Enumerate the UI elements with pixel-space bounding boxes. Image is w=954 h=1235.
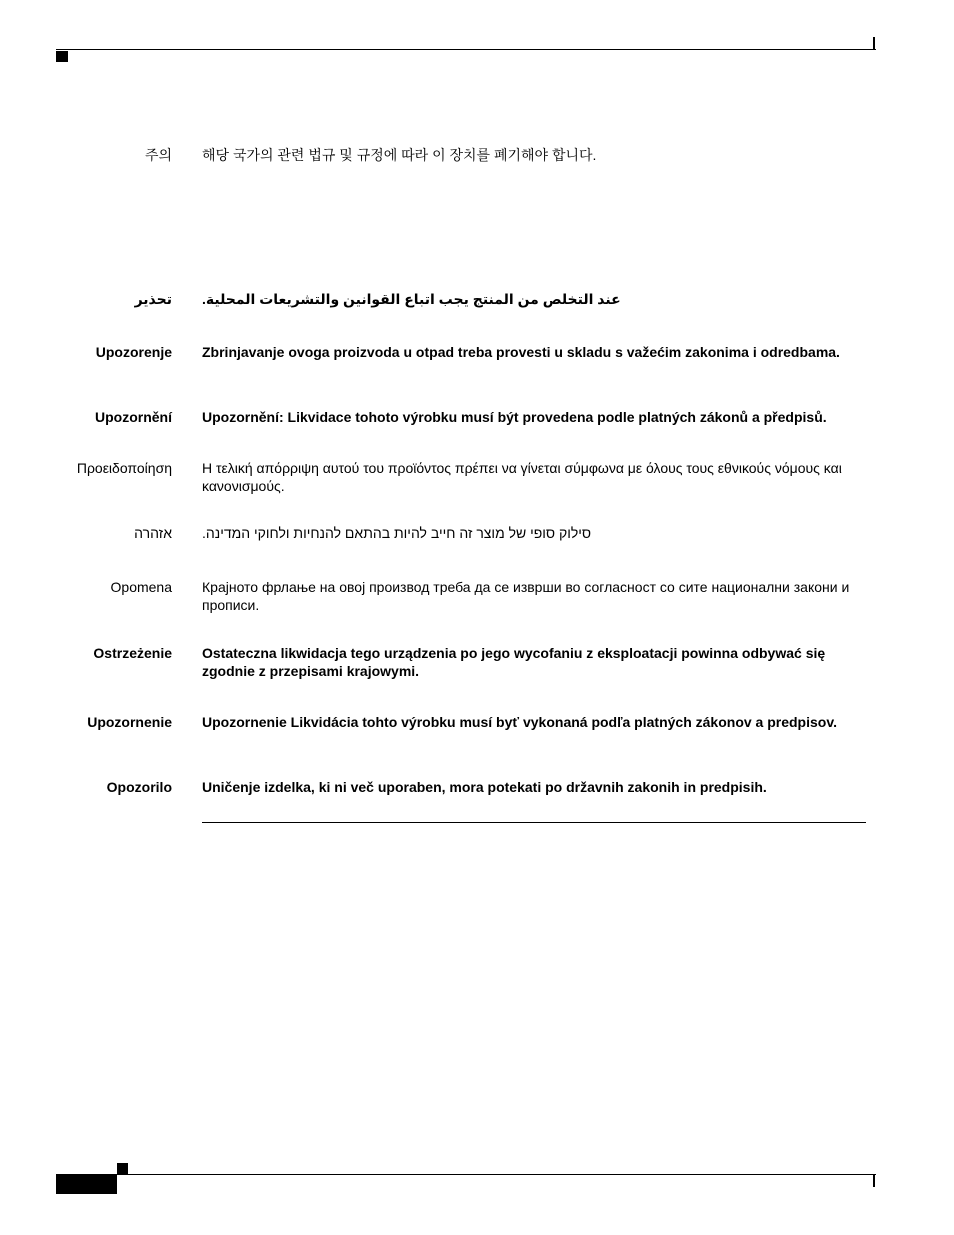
warning-label: אזהרה — [134, 525, 172, 541]
footer-tick — [873, 1175, 875, 1187]
warning-label: Upozornenie — [87, 714, 172, 730]
warning-text: Η τελική απόρριψη αυτού του προϊόντος πρέπει να γίνεται σύμφωνα με όλους τους εθνικούς νόμους και κανονισμούς. — [202, 460, 842, 494]
section-end-rule — [202, 822, 866, 823]
warning-text: Uničenje izdelka, ki ni več uporaben, mora potekati po državnih zakonih in predpisih. — [202, 779, 767, 795]
warning-text: Upozornění: Likvidace tohoto výrobku musí být provedena podle platných zákonů a předpisů. — [202, 409, 827, 425]
warning-label: Opomena — [110, 579, 172, 595]
warning-label: Upozornění — [95, 409, 172, 425]
footer-rule — [56, 1174, 876, 1175]
warning-text: 해당 국가의 관련 법규 및 규정에 따라 이 장치를 폐기해야 합니다. — [202, 147, 597, 163]
warning-text: Upozornenie Likvidácia tohto výrobku musí byť vykonaná podľa platných zákonov a predpisov. — [202, 714, 837, 730]
header-tick — [873, 37, 875, 50]
warning-text: סילוק סופי של מוצר זה חייב להיות בהתאם להנחיות ולחוקי המדינה. — [202, 525, 592, 541]
warning-text: عند التخلص من المنتج يجب اتباع القوانين والتشريعات المحلية. — [202, 291, 621, 307]
warning-text: Ostateczna likwidacja tego urządzenia po jego wycofaniu z eksploatacji powinna odbywać się zgodnie z przepisami krajowymi. — [202, 645, 826, 679]
footer-marker — [117, 1163, 128, 1174]
warning-label: 주의 — [144, 147, 172, 163]
header-marker — [56, 51, 68, 62]
warning-text: Крајното фрлање на овој производ треба да се изврши во согласност со сите национални закони и прописи. — [202, 579, 850, 613]
header-rule — [56, 49, 876, 50]
warning-label: Ostrzeżenie — [93, 645, 172, 661]
warning-label: تحذير — [134, 291, 172, 307]
warning-label: Opozorilo — [106, 779, 172, 795]
footer-page-tab — [56, 1175, 117, 1194]
warning-text: Zbrinjavanje ovoga proizvoda u otpad treba provesti u skladu s važećim zakonima i odredbama. — [202, 344, 840, 360]
warning-label: Upozorenje — [95, 344, 172, 360]
warning-label: Προειδοποίηση — [76, 460, 172, 476]
